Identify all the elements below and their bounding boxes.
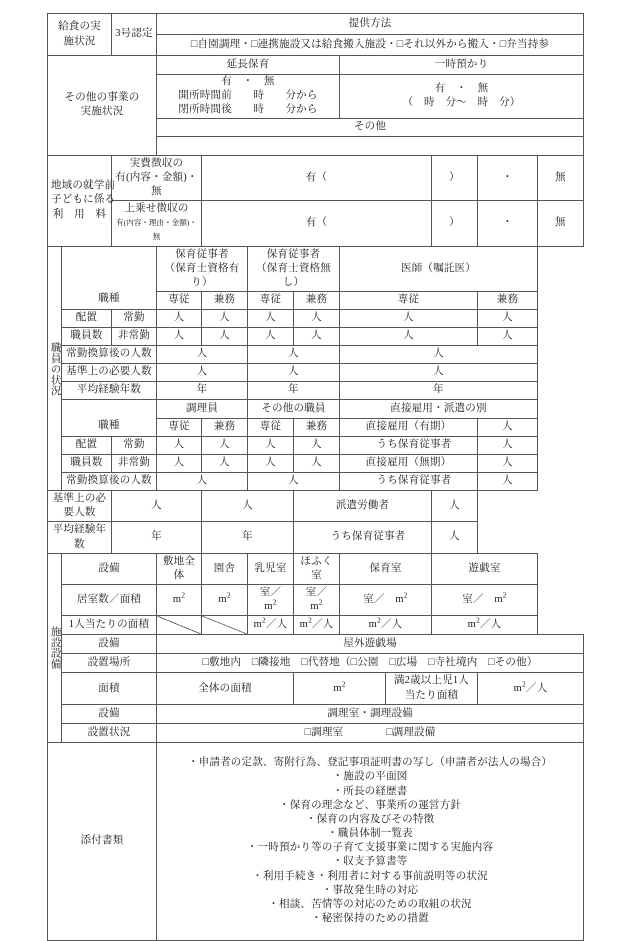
extended-care-details[interactable] (157, 75, 340, 119)
staff-block2-parttime-label: 非常勤 (112, 455, 157, 473)
staff-b1-ft-nu-ded[interactable]: 人 (248, 310, 294, 328)
staff-employment-row-1-label: うち保育従事者 (340, 437, 478, 455)
staff-b1-pt-dr-con[interactable]: 人 (478, 328, 538, 346)
staff-block1-required-row (48, 364, 584, 382)
facility-outdoor-per-child-label: 満2歳以上児1人当たり面積 (386, 673, 478, 704)
fees-row-1 (48, 155, 584, 201)
facility-outdoor-equipment-label: 設備 (62, 635, 157, 654)
staff-col-nursery-certified: 保育従事者 （保育士資格有り） (157, 246, 248, 292)
staff-employment-row-3-label: うち保育従事者 (340, 473, 478, 491)
other-services-other-header: その他 (157, 118, 584, 136)
facility-outdoor-location-options[interactable]: □敷地内 □隣接地 □代替地（□公園 □広場 □寺社境内 □その他） (157, 654, 584, 673)
staff-b2-avg-other[interactable]: 年 (202, 522, 294, 553)
staff-b2-ft-cook-con[interactable]: 人 (202, 437, 248, 455)
staff-b1-ft-dr-ded[interactable]: 人 (340, 310, 478, 328)
staff-block2-jobtype-label: 職種 (62, 400, 157, 437)
staff-block1-fulltime-row (48, 310, 584, 328)
attachment-item: ・利用手続き・利用者に対する事前説明等の状況 (252, 870, 488, 882)
staff-block2-placement-label: 配置 (62, 437, 112, 455)
staff-row-label: 職員の状況 (48, 246, 62, 491)
fees-actual-cost-close: ） (432, 155, 478, 201)
facility-per-person-label: 1人当たりの面積 (62, 616, 157, 635)
fees-actual-cost-none[interactable]: 無 (538, 155, 584, 201)
staff-block2-avgyears-row (48, 522, 584, 553)
staff-sub-nursery-uncertified-dedicated: 専従 (248, 292, 294, 310)
staff-block2-converted-row (48, 473, 584, 491)
staff-block2-fulltime-row (48, 437, 584, 455)
staff-col-cook: 調理員 (157, 400, 248, 419)
fees-surcharge-value[interactable]: 有（ (202, 201, 432, 247)
fees-row-label: 地域の就学前 子どもに係る 利 用 料 (48, 155, 112, 246)
staff-sub-doctor-concurrent: 兼務 (478, 292, 538, 310)
facility-per-person-5[interactable]: $m^2/$人 (432, 616, 538, 635)
staff-b1-conv-nc[interactable]: 人 (157, 346, 248, 364)
extended-care-line1: 有 ・ 無 (221, 76, 275, 87)
staff-b2-ft-other-ded[interactable]: 人 (248, 437, 294, 455)
facility-outdoor-equipment-row (48, 635, 584, 654)
staff-employment-header: 直接雇用・派遣の別 (340, 400, 538, 419)
facility-room-header-1: 園舎 (202, 553, 248, 584)
staff-b2-req-other[interactable]: 人 (202, 491, 294, 522)
fees-surcharge-sep: ・ (478, 201, 538, 247)
staff-block2-converted-label: 常勤換算後の人数 (62, 473, 157, 491)
staff-block1-converted-row (48, 346, 584, 364)
staff-b1-avg-dr[interactable]: 年 (340, 382, 538, 400)
staff-employment-row-5-label: うち保育従事者 (294, 522, 432, 553)
staff-b2-conv-other[interactable]: 人 (248, 473, 340, 491)
staff-employment-row-1-value[interactable]: 人 (478, 437, 538, 455)
staff-b1-req-nc[interactable]: 人 (157, 364, 248, 382)
staff-b1-pt-nc-ded[interactable]: 人 (157, 328, 202, 346)
staff-b2-pt-cook-ded[interactable]: 人 (157, 455, 202, 473)
staff-sub-nursery-certified-dedicated: 専従 (157, 292, 202, 310)
attachment-item: ・保育の理念など、事業所の運営方針 (278, 799, 462, 811)
fees-surcharge-none[interactable]: 無 (538, 201, 584, 247)
temporary-care-line2: （ 時 分～ 時 分） (402, 97, 521, 109)
staff-employment-row-4-label: 派遣労働者 (294, 491, 432, 522)
staff-b2-pt-other-ded[interactable]: 人 (248, 455, 294, 473)
staff-sub-other-dedicated: 専従 (248, 419, 294, 437)
staff-block2-fulltime-label: 常勤 (112, 437, 157, 455)
staff-block1-avgyears-row (48, 382, 584, 400)
attachment-item: ・一時預かり等の子育て支援事業に関する実施内容 (246, 842, 494, 854)
staff-b1-pt-nu-con[interactable]: 人 (294, 328, 340, 346)
staff-block2-placement-label2: 職員数 (62, 455, 112, 473)
fees-row-2 (48, 201, 584, 247)
fees-surcharge-close: ） (432, 201, 478, 247)
attachment-item: ・収支予算書等 (332, 856, 408, 868)
extended-care-line2: 開所時間前 時 分から (178, 90, 318, 102)
staff-col-other: その他の職員 (248, 400, 340, 419)
fees-actual-cost-label: 実費徴収の 有(内容・金額)・無 (112, 155, 202, 201)
staff-block1-placement-label: 配置 (62, 310, 112, 328)
facility-outdoor-per-child-value[interactable]: $m^2/$人 (478, 673, 584, 704)
facility-per-person-2[interactable]: $m^2/$人 (248, 616, 294, 635)
facility-kitchen-equipment-label: 設備 (62, 704, 157, 723)
facility-outdoor-area-row (48, 673, 584, 704)
facility-kitchen-status-options[interactable]: □調理室 □調理設備 (157, 723, 584, 742)
facility-outdoor-location-label: 設置場所 (62, 654, 157, 673)
other-services-other-value[interactable] (157, 136, 584, 155)
staff-b1-ft-dr-con[interactable]: 人 (478, 310, 538, 328)
staff-b2-ft-other-con[interactable]: 人 (294, 437, 340, 455)
meal-method-options[interactable]: □自園調理・□連携施設又は給食搬入施設・□それ以外から搬入・□弁当持参 (157, 35, 584, 56)
staff-b2-ft-cook-ded[interactable]: 人 (157, 437, 202, 455)
staff-sub-cook-dedicated: 専従 (157, 419, 202, 437)
staff-employment-row-4-value[interactable]: 人 (432, 491, 478, 522)
facility-per-person-4[interactable]: $m^2/$人 (340, 616, 432, 635)
staff-b2-pt-other-con[interactable]: 人 (294, 455, 340, 473)
staff-col-doctor: 医師（嘱託医） (340, 246, 538, 292)
facility-room-count-4[interactable]: 室／ $m^2$ (340, 585, 432, 616)
facility-outdoor-total-area-value[interactable]: $m^2$ (294, 673, 386, 704)
staff-b2-req-cook[interactable]: 人 (112, 491, 202, 522)
attachment-item: ・職員体制一覧表 (327, 828, 413, 840)
staff-employment-row-2-value[interactable]: 人 (478, 455, 538, 473)
facility-room-count-row (48, 585, 584, 616)
staff-b1-ft-nc-con[interactable]: 人 (202, 310, 248, 328)
facility-room-header-0: 敷地全体 (157, 553, 202, 584)
staff-sub-nursery-uncertified-concurrent: 兼務 (294, 292, 340, 310)
staff-sub-cook-concurrent: 兼務 (202, 419, 248, 437)
meal-row-label: 給食の実 施状況 (48, 14, 112, 56)
other-services-header-row (48, 56, 584, 75)
facility-room-header-3: ほふく室 (294, 553, 340, 584)
facility-outdoor-equipment-value: 屋外遊戯場 (157, 635, 584, 654)
fees-actual-cost-value[interactable]: 有（ (202, 155, 432, 201)
staff-block2-required-label: 基準上の必要人数 (48, 491, 112, 522)
facility-room-header-2: 乳児室 (248, 553, 294, 584)
staff-b1-conv-dr[interactable]: 人 (340, 346, 538, 364)
facility-per-person-0-struck (157, 616, 202, 635)
staff-block1-placement-label2: 職員数 (62, 328, 112, 346)
staff-b2-avg-cook[interactable]: 年 (112, 522, 202, 553)
staff-employment-row-5-value[interactable]: 人 (432, 522, 478, 553)
staff-b1-pt-dr-ded[interactable]: 人 (340, 328, 478, 346)
attachment-item: ・施設の平面図 (332, 771, 408, 783)
staff-block2-avgyears-label: 平均経験年数 (48, 522, 112, 553)
meal-method-header: 提供方法 (157, 14, 584, 35)
facility-outdoor-total-area-label: 全体の面積 (157, 673, 294, 704)
facility-kitchen-equipment-value: 調理室・調理設備 (157, 704, 584, 723)
facility-room-header-5: 遊戯室 (432, 553, 538, 584)
facility-room-header-4: 保育室 (340, 553, 432, 584)
attachments-label: 添付書類 (48, 742, 157, 940)
staff-block1-header-row (48, 246, 584, 292)
staff-b1-avg-nc[interactable]: 年 (157, 382, 248, 400)
staff-block2-header-row (48, 400, 584, 419)
staff-sub-doctor-dedicated: 専従 (340, 292, 478, 310)
staff-b1-req-nu[interactable]: 人 (248, 364, 340, 382)
facility-room-count-2[interactable]: 室／ $m^2$ (248, 585, 294, 616)
staff-block1-parttime-row (48, 328, 584, 346)
temporary-care-line1: 有 ・ 無 (434, 83, 489, 95)
application-form-table (47, 13, 584, 941)
facility-room-count-1[interactable]: $m^2$ (202, 585, 248, 616)
facility-per-person-3[interactable]: $m^2/$人 (294, 616, 340, 635)
temporary-care-details[interactable] (340, 75, 584, 119)
facility-outdoor-location-row (48, 654, 584, 673)
attachments-list (157, 742, 584, 940)
facility-room-count-3[interactable]: 室／ $m^2$ (294, 585, 340, 616)
staff-block2-required-row (48, 491, 584, 522)
staff-block1-parttime-label: 非常勤 (112, 328, 157, 346)
facility-kitchen-equipment-row (48, 704, 584, 723)
staff-employment-row-2-label: 直接雇用（無期） (340, 455, 478, 473)
fees-actual-cost-sep: ・ (478, 155, 538, 201)
staff-b2-conv-cook[interactable]: 人 (157, 473, 248, 491)
extended-care-header: 延長保育 (157, 56, 340, 75)
attachment-item: ・秘密保持のための措置 (311, 913, 429, 925)
attachment-item: ・相談、苦情等の対応のための取組の状況 (268, 898, 472, 910)
attachment-item: ・所長の経歴書 (332, 785, 408, 797)
facility-outdoor-area-label: 面積 (62, 673, 157, 704)
other-services-row-label: その他の事業の 実施状況 (48, 56, 157, 156)
staff-block1-avgyears-label: 平均経験年数 (62, 382, 157, 400)
staff-block1-jobtype-label: 職種 (62, 246, 157, 310)
facility-kitchen-status-label: 設置状況 (62, 723, 157, 742)
extended-care-line3: 閉所時間後 時 分から (178, 104, 318, 116)
facility-room-count-5[interactable]: 室／ $m^2$ (432, 585, 538, 616)
staff-sub-nursery-certified-concurrent: 兼務 (202, 292, 248, 310)
staff-employment-row-0-label: 直接雇用（有期） (340, 419, 478, 437)
attachment-item: ・事故発生時の対応 (321, 884, 419, 896)
staff-b1-pt-nc-con[interactable]: 人 (202, 328, 248, 346)
staff-b1-avg-nu[interactable]: 年 (248, 382, 340, 400)
staff-block2-parttime-row (48, 455, 584, 473)
staff-employment-row-3-value[interactable]: 人 (478, 473, 538, 491)
staff-block1-fulltime-label: 常勤 (112, 310, 157, 328)
attachment-item: ・保育の内容及びその特徴 (305, 813, 435, 825)
facility-per-person-1-struck (202, 616, 248, 635)
staff-sub-other-concurrent: 兼務 (294, 419, 340, 437)
fees-surcharge-label: 上乗せ徴収の 有(内容・理由・金額)・無 (112, 201, 202, 247)
facility-equipment-label: 設備 (62, 553, 157, 584)
facility-row-label: 施設設備 (48, 553, 62, 742)
staff-b1-conv-nu[interactable]: 人 (248, 346, 340, 364)
facility-rooms-header-row (48, 553, 584, 584)
facility-per-person-row (48, 616, 584, 635)
staff-block1-required-label: 基準上の必要人数 (62, 364, 157, 382)
facility-room-count-label: 居室数／面積 (62, 585, 157, 616)
staff-b1-pt-nu-ded[interactable]: 人 (248, 328, 294, 346)
facility-kitchen-status-row (48, 723, 584, 742)
staff-block1-converted-label: 常勤換算後の人数 (62, 346, 157, 364)
staff-b1-ft-nc-ded[interactable]: 人 (157, 310, 202, 328)
attachment-item: ・申請者の定款、寄附行為、登記事項証明書の写し（申請者が法人の場合） (187, 757, 553, 769)
meal-method-header-row (48, 14, 584, 35)
staff-b1-ft-nu-con[interactable]: 人 (294, 310, 340, 328)
attachments-row (48, 742, 584, 940)
staff-col-nursery-uncertified: 保育従事者 （保育士資格無し） (248, 246, 340, 292)
staff-b1-req-dr[interactable]: 人 (340, 364, 538, 382)
facility-room-count-0[interactable]: $m^2$ (157, 585, 202, 616)
staff-b2-pt-cook-con[interactable]: 人 (202, 455, 248, 473)
meal-certification-cell: 3号認定 (112, 14, 157, 56)
temporary-care-header: 一時預かり (340, 56, 584, 75)
staff-employment-row-0-value[interactable]: 人 (478, 419, 538, 437)
